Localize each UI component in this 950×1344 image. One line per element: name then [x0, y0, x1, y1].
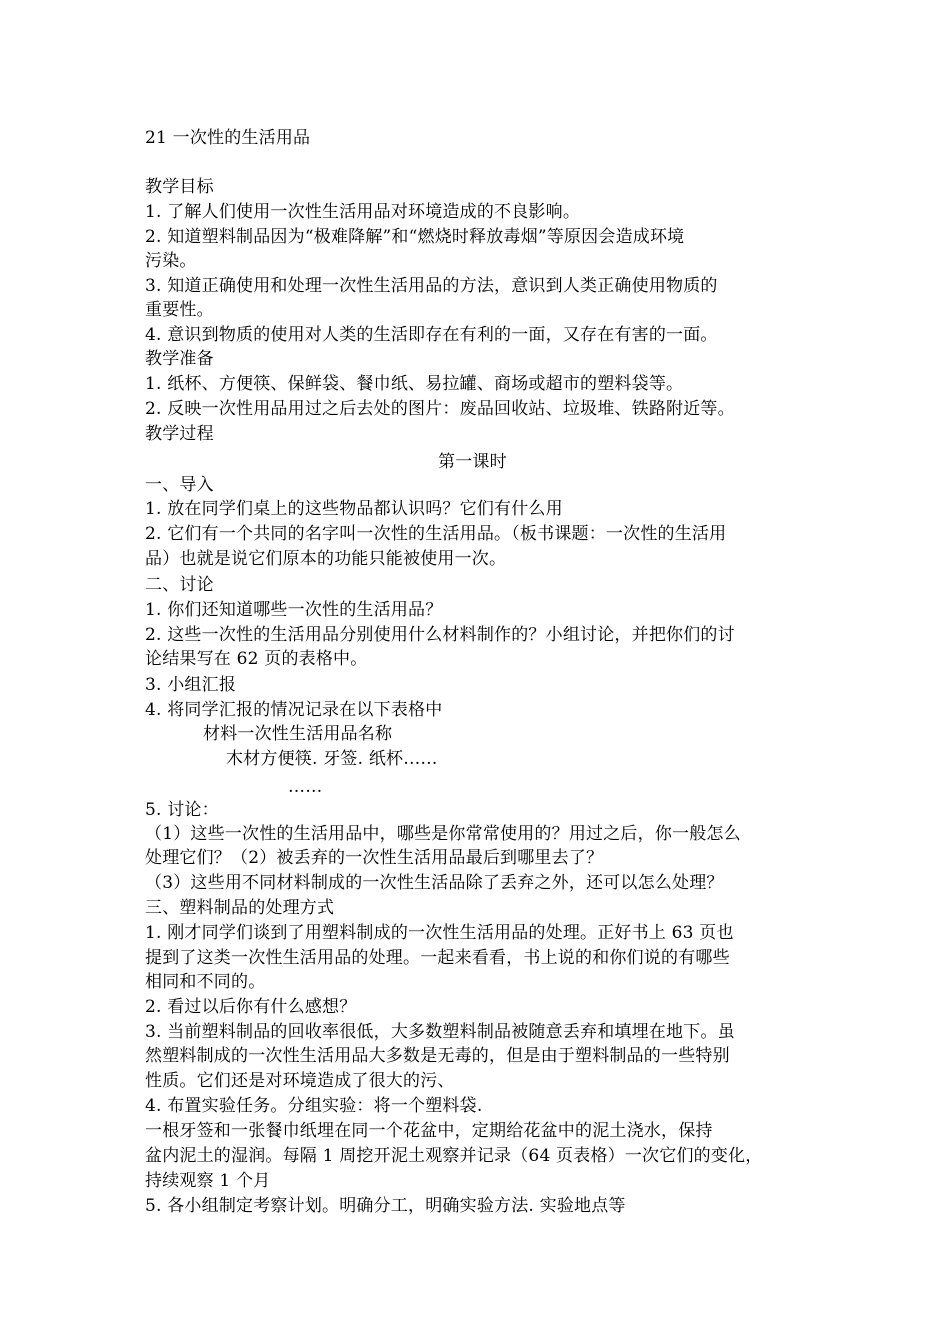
text-line: 5. 讨论： [145, 800, 219, 820]
text-line: 重要性。 [145, 300, 214, 320]
text-line: 3. 当前塑料制品的回收率很低，大多数塑料制品被随意丢弃和填埋在地下。虽 [145, 1022, 735, 1042]
text-line: 5. 各小组制定考察计划。明确分工，明确实验方法. 实验地点等 [145, 1196, 626, 1216]
text-line: 品）也就是说它们原本的功能只能被使用一次。 [145, 549, 507, 569]
section-heading-preparation: 教学准备 [145, 349, 214, 369]
text-line: 提到了这类一次性生活用品的处理。一起来看看，书上说的和你们说的有哪些 [145, 948, 730, 968]
text-line: 1. 了解人们使用一次性生活用品对环境造成的不良影响。 [145, 202, 581, 222]
text-line: 2. 看过以后你有什么感想？ [145, 997, 357, 1017]
text-line: （3）这些用不同材料制成的一次性生活品除了丢弃之外，还可以怎么处理？ [145, 873, 724, 893]
text-line: 4. 布置实验任务。分组实验：将一个塑料袋. [145, 1096, 483, 1116]
text-line: 2. 知道塑料制品因为“极难降解”和“燃烧时释放毒烟”等原因会造成环境 [145, 227, 685, 247]
text-line: 相同和不同的。 [145, 972, 266, 992]
text-line: 4. 意识到物质的使用对人类的生活即存在有利的一面，又存在有害的一面。 [145, 325, 718, 345]
text-line: 1. 你们还知道哪些一次性的生活用品？ [145, 600, 443, 620]
text-line: 3. 小组汇报 [145, 675, 237, 695]
table-row-text: 木材方便筷. 牙签. 纸杯…… [226, 749, 438, 769]
text-line: 2. 这些一次性的生活用品分别使用什么材料制作的？小组讨论，并把你们的讨 [145, 625, 735, 645]
text-line: 3. 知道正确使用和处理一次性生活用品的方法，意识到人类正确使用物质的 [145, 276, 718, 296]
text-line: （1）这些一次性的生活用品中，哪些是你常常使用的？用过之后，你一般怎么 [145, 824, 741, 844]
text-line: 4. 将同学汇报的情况记录在以下表格中 [145, 700, 443, 720]
subsection-heading-plastic: 三、塑料制品的处理方式 [145, 898, 335, 918]
text-line: 1. 纸杯、方便筷、保鲜袋、餐巾纸、易拉罐、商场或超市的塑料袋等。 [145, 374, 684, 394]
text-line: 盆内泥土的湿润。每隔 1 周挖开泥土观察并记录（64 页表格）一次它们的变化， [145, 1146, 763, 1166]
text-line: 论结果写在 62 页的表格中。 [145, 649, 368, 669]
subsection-heading-intro: 一、导入 [145, 475, 214, 495]
text-line: 1. 刚才同学们谈到了用塑料制成的一次性生活用品的处理。正好书上 63 页也 [145, 923, 734, 943]
text-line: 然塑料制成的一次性生活用品大多数是无毒的，但是由于塑料制品的一些特别 [145, 1046, 730, 1066]
text-line: 污染。 [145, 251, 197, 271]
section-heading-process: 教学过程 [145, 424, 214, 444]
document-title: 21 一次性的生活用品 [145, 128, 311, 148]
text-line: 持续观察 1 个月 [145, 1171, 271, 1191]
text-line: 一根牙签和一张餐巾纸埋在同一个花盆中，定期给花盆中的泥土浇水，保持 [145, 1121, 713, 1141]
subsection-heading-discussion: 二、讨论 [145, 575, 214, 595]
text-line: 1. 放在同学们桌上的这些物品都认识吗？它们有什么用 [145, 499, 563, 519]
lesson-heading: 第一课时 [438, 452, 507, 472]
text-line: 2. 反映一次性用品用过之后去处的图片：废品回收站、垃圾堆、铁路附近等。 [145, 399, 735, 419]
section-heading-objectives: 教学目标 [145, 177, 214, 197]
text-line: 性质。它们还是对环境造成了很大的污、 [145, 1071, 455, 1091]
table-header-text: 材料一次性生活用品名称 [203, 724, 393, 744]
text-line: 处理它们？（2）被丢弃的一次性生活用品最后到哪里去了？ [145, 848, 604, 868]
text-line: 2. 它们有一个共同的名字叫一次性的生活用品。（板书课题：一次性的生活用 [145, 524, 727, 544]
table-row-text: …… [288, 777, 323, 797]
